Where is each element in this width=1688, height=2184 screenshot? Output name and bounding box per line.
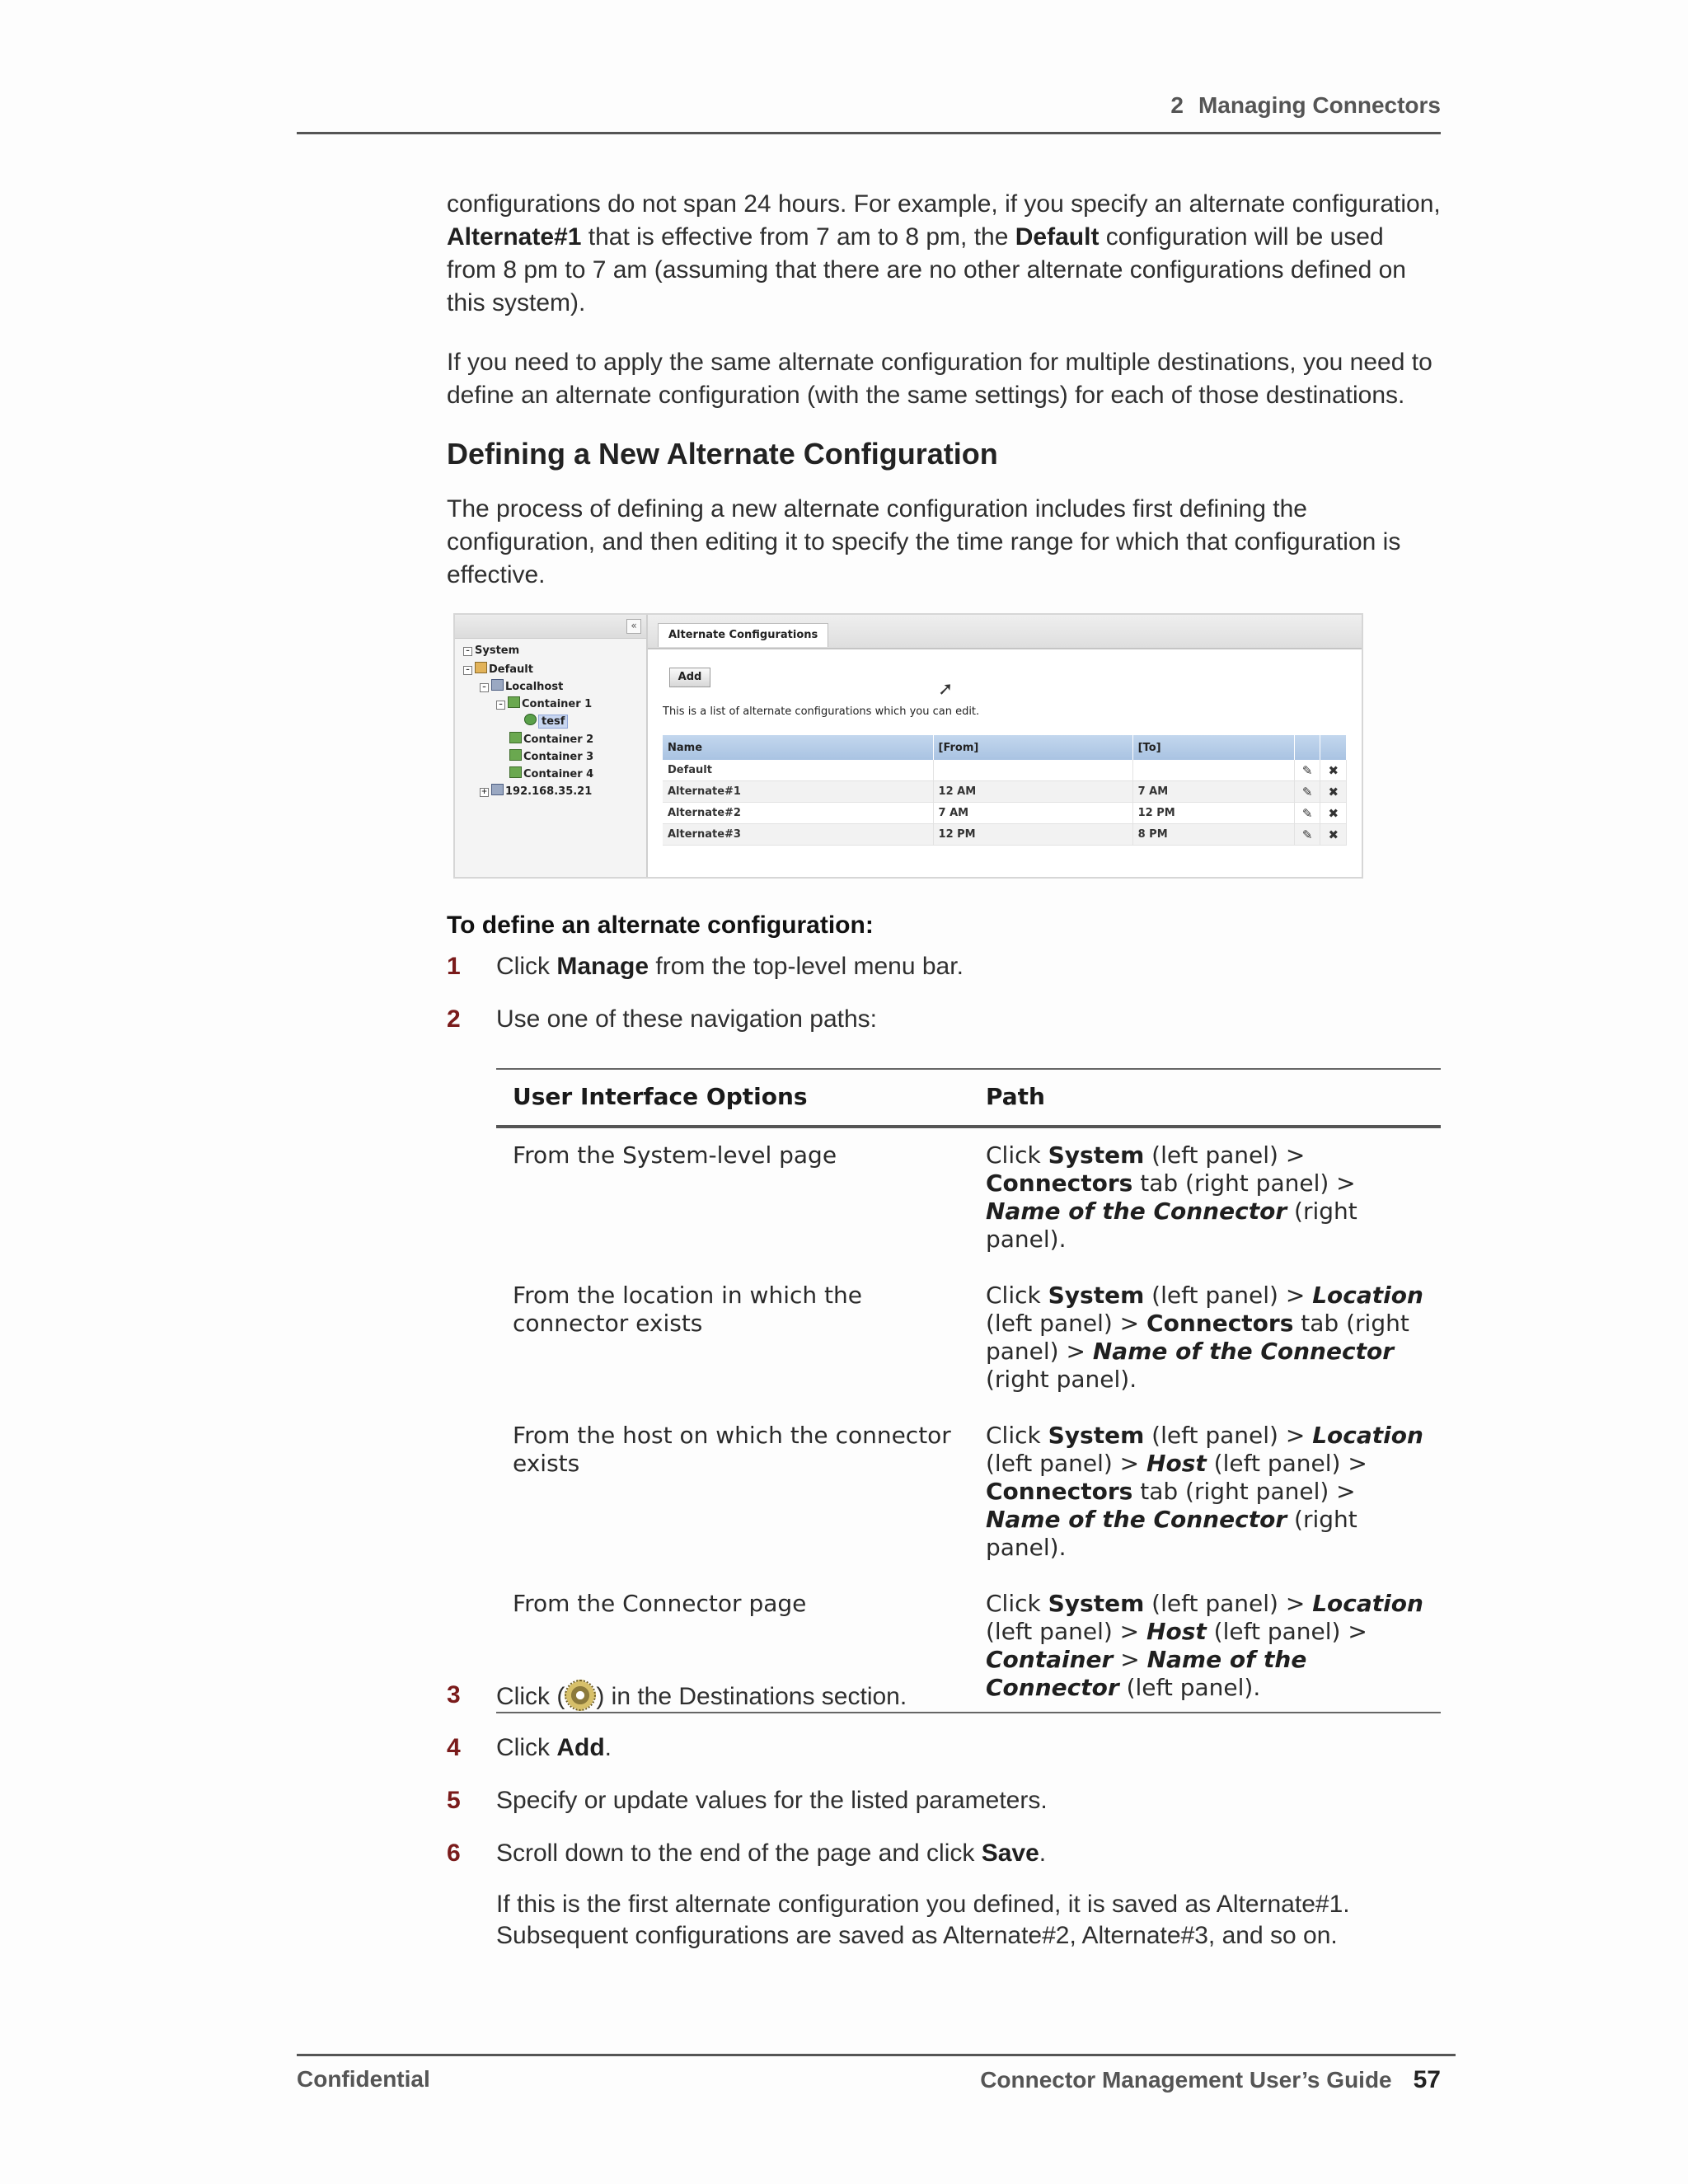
step-4-pre: Click xyxy=(496,1734,557,1761)
note-line-a: If this is the first alternate configuration you defined, it is saved as Alternate#1. xyxy=(496,1891,1350,1918)
step-number: 2 xyxy=(447,1005,461,1033)
column-header-path: Path xyxy=(969,1069,1441,1127)
cell-path xyxy=(969,1127,1441,1273)
container-icon xyxy=(508,696,520,708)
delete-icon[interactable]: ✖ xyxy=(1320,803,1347,824)
path-tab-right: tab (right panel) > xyxy=(1132,1169,1356,1197)
p1-line-a: configurations do not span 24 hours. For example, if you specify an alternate configuration, xyxy=(447,190,1441,218)
path-tab-right: tab (right panel) > xyxy=(986,1310,1409,1365)
path-connectors: Connectors xyxy=(986,1169,1133,1197)
edit-icon[interactable]: ✎ xyxy=(1294,824,1320,846)
table-header-row xyxy=(496,1069,1441,1127)
list-description: This is a list of alternate configurations which you can edit. xyxy=(663,705,980,718)
p1-line-b xyxy=(447,221,1441,254)
column-header-name[interactable]: Name xyxy=(663,735,933,760)
p2-line-b: define an alternate configuration (with the same settings) for each of those destinations. xyxy=(447,382,1405,409)
step-4-add: Add xyxy=(556,1734,605,1761)
cell-option: From the host on which the connector exists xyxy=(513,1422,951,1477)
right-content-panel xyxy=(648,615,1362,877)
path-right-panel: (right panel). xyxy=(986,1366,1137,1393)
table-row xyxy=(496,1127,1441,1273)
cell-name: Alternate#2 xyxy=(663,803,933,824)
page-header xyxy=(297,89,1441,134)
p1-b2: that is effective from 7 am to 8 pm, the xyxy=(581,223,1015,251)
cell-name: Default xyxy=(663,760,933,781)
sec-line-b: configuration, and then editing it to specify the time range for which that configuration is xyxy=(447,528,1401,555)
cell-path xyxy=(969,1273,1441,1413)
cell-from: 12 PM xyxy=(933,824,1132,846)
note-line-b: Subsequent configurations are saved as Alternate#2, Alternate#3, and so on. xyxy=(496,1922,1338,1949)
cell-name: Alternate#1 xyxy=(663,781,933,803)
cell-option: From the System-level page xyxy=(513,1141,837,1169)
table-row xyxy=(496,1413,1441,1582)
cell-path xyxy=(969,1413,1441,1582)
sec-line-a: The process of defining a new alternate configuration includes first defining the xyxy=(447,495,1307,523)
tree-node-tesf[interactable] xyxy=(524,714,568,728)
path-system: System xyxy=(1048,1141,1145,1169)
path-left-panel: (left panel) > xyxy=(1144,1141,1306,1169)
path-right-panel: (right panel). xyxy=(986,1506,1357,1561)
cell-from: 7 AM xyxy=(933,803,1132,824)
edit-icon[interactable]: ✎ xyxy=(1294,803,1320,824)
step-text xyxy=(496,1680,907,1713)
cell-path xyxy=(969,1582,1441,1713)
expand-icon[interactable]: – xyxy=(463,647,472,656)
cell-option: From the location in which the connector exists xyxy=(513,1282,862,1337)
footer-title-text: Connector Management User’s Guide xyxy=(980,2067,1392,2093)
path-name-of-connector: Name of the Connector xyxy=(986,1197,1287,1225)
cell-name: Alternate#3 xyxy=(663,824,933,846)
column-header-edit xyxy=(1294,735,1320,760)
step-number: 1 xyxy=(447,953,461,980)
tree-label-container-2: Container 2 xyxy=(523,733,594,746)
p1-line-d: this system). xyxy=(447,289,586,316)
page-number: 57 xyxy=(1413,2066,1441,2093)
table-row xyxy=(496,1273,1441,1413)
connector-icon xyxy=(524,714,537,725)
step-text xyxy=(496,951,964,982)
tree-node-container-3[interactable] xyxy=(509,749,593,763)
section-paragraph xyxy=(447,493,1441,592)
step-3-pre: Click ( xyxy=(496,1683,565,1710)
path-system: System xyxy=(1048,1422,1145,1449)
path-host: Host xyxy=(1146,1618,1207,1645)
path-left-panel: (left panel) > xyxy=(1144,1282,1313,1309)
tree-node-system[interactable] xyxy=(463,644,519,657)
step-4-post: . xyxy=(604,1734,612,1761)
path-location: Location xyxy=(1312,1590,1423,1617)
footer-guide-title xyxy=(980,2066,1441,2094)
tree-toolbar xyxy=(455,615,646,639)
tree-label-container-1: Container 1 xyxy=(522,698,593,710)
path-location: Location xyxy=(1312,1422,1423,1449)
tree-node-localhost[interactable] xyxy=(480,679,563,693)
step-number: 4 xyxy=(447,1734,461,1761)
chapter-title: Managing Connectors xyxy=(1198,92,1441,118)
path-right-panel: (right panel). xyxy=(986,1197,1357,1253)
tab-bar xyxy=(648,615,1362,649)
table-row xyxy=(663,803,1347,824)
tree-node-ip-host[interactable] xyxy=(480,784,592,798)
container-icon xyxy=(509,766,522,778)
path-click: Click xyxy=(986,1282,1048,1309)
path-left-panel: (left panel) > xyxy=(1144,1590,1313,1617)
host-icon xyxy=(491,784,504,795)
delete-icon[interactable]: ✖ xyxy=(1320,824,1347,846)
path-click: Click xyxy=(986,1141,1048,1169)
tree-label-ip: 192.168.35.21 xyxy=(505,785,593,798)
p1-default: Default xyxy=(1015,223,1100,251)
alternate-config-table xyxy=(663,735,1347,846)
host-icon xyxy=(491,679,504,691)
cell-to: 12 PM xyxy=(1132,803,1294,824)
edit-icon[interactable]: ✎ xyxy=(1294,760,1320,781)
path-connectors: Connectors xyxy=(1146,1310,1294,1337)
path-tab-right: tab (right panel) > xyxy=(1132,1478,1356,1505)
procedure-title: To define an alternate configuration: xyxy=(447,912,874,939)
path-container: Container xyxy=(986,1646,1114,1673)
delete-icon[interactable]: ✖ xyxy=(1320,781,1347,803)
tree-label-default: Default xyxy=(489,663,533,676)
path-name-of-connector: Name of the Connector xyxy=(986,1646,1307,1701)
path-left-panel: (left panel) > xyxy=(986,1450,1147,1477)
collapse-panel-button[interactable]: « xyxy=(626,619,641,634)
tree-node-container-2[interactable] xyxy=(509,732,593,746)
step-number: 5 xyxy=(447,1787,461,1814)
alternate-config-screenshot xyxy=(453,613,1363,879)
path-left-panel: (left panel) > xyxy=(1206,1618,1367,1645)
path-name-of-connector: Name of the Connector xyxy=(1092,1338,1395,1365)
step-number: 3 xyxy=(447,1681,461,1708)
path-host: Host xyxy=(1146,1450,1207,1477)
intro-paragraph-1 xyxy=(447,188,1441,320)
table-row xyxy=(663,824,1347,846)
collapse-icon[interactable]: – xyxy=(496,701,505,710)
path-left-panel: (left panel) > xyxy=(986,1310,1147,1337)
path-left-panel-end: (left panel). xyxy=(1118,1674,1261,1701)
path-connectors: Connectors xyxy=(986,1478,1133,1505)
path-location: Location xyxy=(1312,1282,1423,1309)
table-row xyxy=(663,781,1347,803)
cell-to xyxy=(1132,760,1294,781)
tree-label-system: System xyxy=(475,644,520,657)
step-1-pre: Click xyxy=(496,953,557,980)
expand-icon[interactable]: + xyxy=(481,788,488,796)
path-left-panel: (left panel) > xyxy=(1144,1422,1313,1449)
column-header-to[interactable]: [To] xyxy=(1132,735,1294,760)
path-system: System xyxy=(1048,1590,1145,1617)
p1-line-c: from 8 pm to 7 am (assuming that there are no other alternate configurations defined on xyxy=(447,256,1406,284)
tree-label-container-3: Container 3 xyxy=(523,751,594,763)
delete-icon[interactable]: ✖ xyxy=(1320,760,1347,781)
path-left-panel: (left panel) > xyxy=(986,1618,1147,1645)
tree-label-tesf: tesf xyxy=(538,715,568,729)
table-row xyxy=(663,760,1347,781)
path-gt: > xyxy=(1113,1646,1147,1673)
step-1-post: from the top-level menu bar. xyxy=(649,953,964,980)
p2-line-a: If you need to apply the same alternate configuration for multiple destinations, you need to xyxy=(447,349,1432,376)
p1-b4: configuration will be used xyxy=(1099,223,1384,251)
chapter-number: 2 xyxy=(1170,92,1184,118)
step-6-post: . xyxy=(1039,1840,1047,1867)
step-text: Use one of these navigation paths: xyxy=(496,1005,877,1033)
column-header-delete xyxy=(1320,735,1347,760)
column-header-ui-options: User Interface Options xyxy=(496,1069,969,1127)
cell-to: 7 AM xyxy=(1132,781,1294,803)
step-text xyxy=(496,1838,1046,1869)
page-footer xyxy=(297,2054,1456,2097)
p1-alt1: Alternate#1 xyxy=(447,223,582,251)
intro-paragraph-2 xyxy=(447,346,1441,412)
step-text xyxy=(496,1732,612,1764)
chapter-heading xyxy=(1170,92,1441,119)
path-click: Click xyxy=(986,1590,1048,1617)
container-icon xyxy=(509,749,522,761)
path-name-of-connector: Name of the Connector xyxy=(986,1506,1287,1533)
collapse-icon[interactable]: – xyxy=(480,683,489,692)
step-6-save: Save xyxy=(981,1840,1039,1867)
container-icon xyxy=(509,732,522,743)
step-6-note xyxy=(496,1889,1441,1952)
step-text: Specify or update values for the listed parameters. xyxy=(496,1787,1048,1814)
mouse-pointer-icon: ➚ xyxy=(938,679,954,700)
navigation-paths-table xyxy=(496,1068,1441,1713)
step-3-post: ) in the Destinations section. xyxy=(596,1683,907,1710)
left-tree-panel xyxy=(455,615,648,877)
settings-gear-icon xyxy=(565,1680,596,1711)
step-number: 6 xyxy=(447,1840,461,1867)
sec-line-c: effective. xyxy=(447,561,546,588)
tree-node-container-4[interactable] xyxy=(509,766,593,780)
step-1-manage: Manage xyxy=(556,953,649,980)
cell-to: 8 PM xyxy=(1132,824,1294,846)
cell-from: 12 AM xyxy=(933,781,1132,803)
tree-node-container-1[interactable] xyxy=(496,696,592,710)
path-left-panel: (left panel) > xyxy=(1206,1450,1367,1477)
path-system: System xyxy=(1048,1282,1145,1309)
edit-icon[interactable]: ✎ xyxy=(1294,781,1320,803)
tree-label-container-4: Container 4 xyxy=(523,768,594,780)
tree-label-localhost: Localhost xyxy=(505,681,564,693)
column-header-from[interactable]: [From] xyxy=(933,735,1132,760)
path-click: Click xyxy=(986,1422,1048,1449)
add-button[interactable]: Add xyxy=(669,668,710,687)
cell-from xyxy=(933,760,1132,781)
table-header-row xyxy=(663,735,1347,760)
tab-alternate-configurations[interactable]: Alternate Configurations xyxy=(658,623,828,647)
step-6-pre: Scroll down to the end of the page and click xyxy=(496,1840,982,1867)
location-icon xyxy=(475,662,487,673)
section-title: Defining a New Alternate Configuration xyxy=(447,437,998,471)
tree-node-default[interactable] xyxy=(463,662,533,676)
footer-confidential: Confidential xyxy=(297,2066,430,2092)
cell-option: From the Connector page xyxy=(496,1582,969,1713)
collapse-icon[interactable]: – xyxy=(463,666,472,675)
